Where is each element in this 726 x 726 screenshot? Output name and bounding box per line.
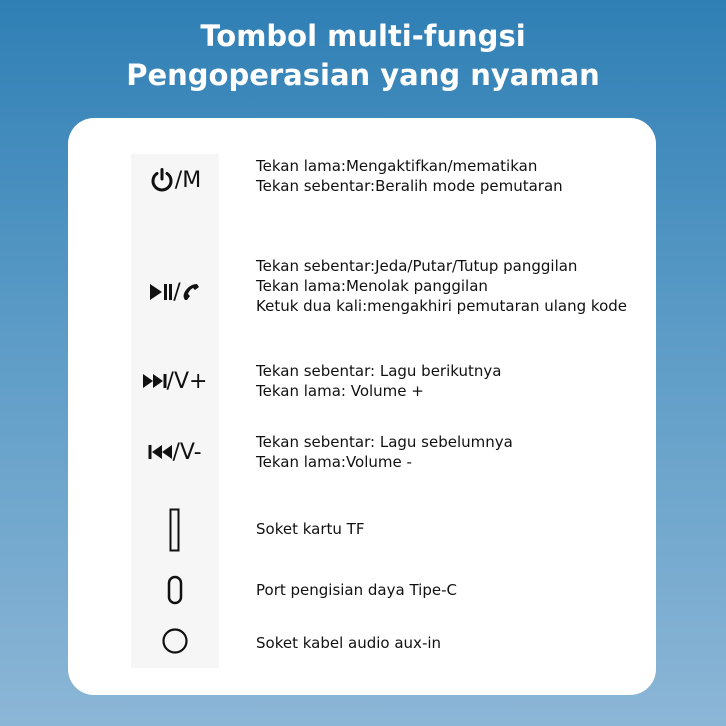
tf-slot-icon (169, 508, 181, 552)
description-line: Tekan lama:Mengaktifkan/mematikan (256, 157, 538, 175)
previous-track-icon (148, 444, 172, 460)
description-line: Tekan lama: Volume + (256, 382, 424, 400)
play-pause-description (256, 256, 627, 316)
prev-volume-down-icon (131, 432, 219, 472)
feature-card (68, 118, 656, 695)
play-pause-icon (149, 283, 173, 301)
title-line-2: Pengoperasian yang nyaman (126, 58, 600, 92)
description-line: Soket kartu TF (256, 520, 365, 538)
play-pause-phone-icon-text: / (173, 279, 181, 305)
type-c-description (256, 580, 457, 600)
description-line: Tekan sebentar: Lagu berikutnya (256, 362, 502, 380)
tf-card-slot-icon (131, 508, 219, 552)
aux-in-description (256, 633, 441, 653)
description-line: Tekan lama:Volume - (256, 453, 412, 471)
description-line: Port pengisian daya Tipe-C (256, 581, 457, 599)
type-c-icon (167, 575, 183, 605)
next-track-icon (143, 373, 167, 389)
previous-track-description (256, 432, 513, 472)
description-line: Tekan sebentar: Lagu sebelumnya (256, 433, 513, 451)
usb-type-c-port-icon (131, 570, 219, 610)
next-volume-up-icon-text: /V+ (166, 368, 208, 394)
description-line: Tekan sebentar:Jeda/Putar/Tutup panggilan (256, 257, 578, 275)
phone-icon (181, 282, 201, 302)
tf-card-description (256, 519, 364, 539)
description-line: Soket kabel audio aux-in (256, 634, 442, 652)
next-track-description (256, 361, 501, 401)
power-icon (149, 167, 175, 193)
description-line: Tekan sebentar:Beralih mode pemutaran (256, 177, 563, 195)
play-pause-phone-icon (131, 272, 219, 312)
prev-volume-down-icon-text: /V- (172, 439, 202, 465)
next-volume-up-icon (131, 361, 219, 401)
title-line-1: Tombol multi-fungsi (200, 19, 526, 53)
description-line: Tekan lama:Menolak panggilan (256, 277, 488, 295)
power-mode-icon-text: /M (174, 167, 202, 193)
power-mode-description (256, 156, 563, 196)
aux-jack-icon (161, 627, 189, 655)
power-mode-icon (131, 160, 219, 200)
aux-in-jack-icon (131, 621, 219, 661)
description-line: Ketuk dua kali:mengakhiri pemutaran ulang kode (256, 297, 627, 315)
